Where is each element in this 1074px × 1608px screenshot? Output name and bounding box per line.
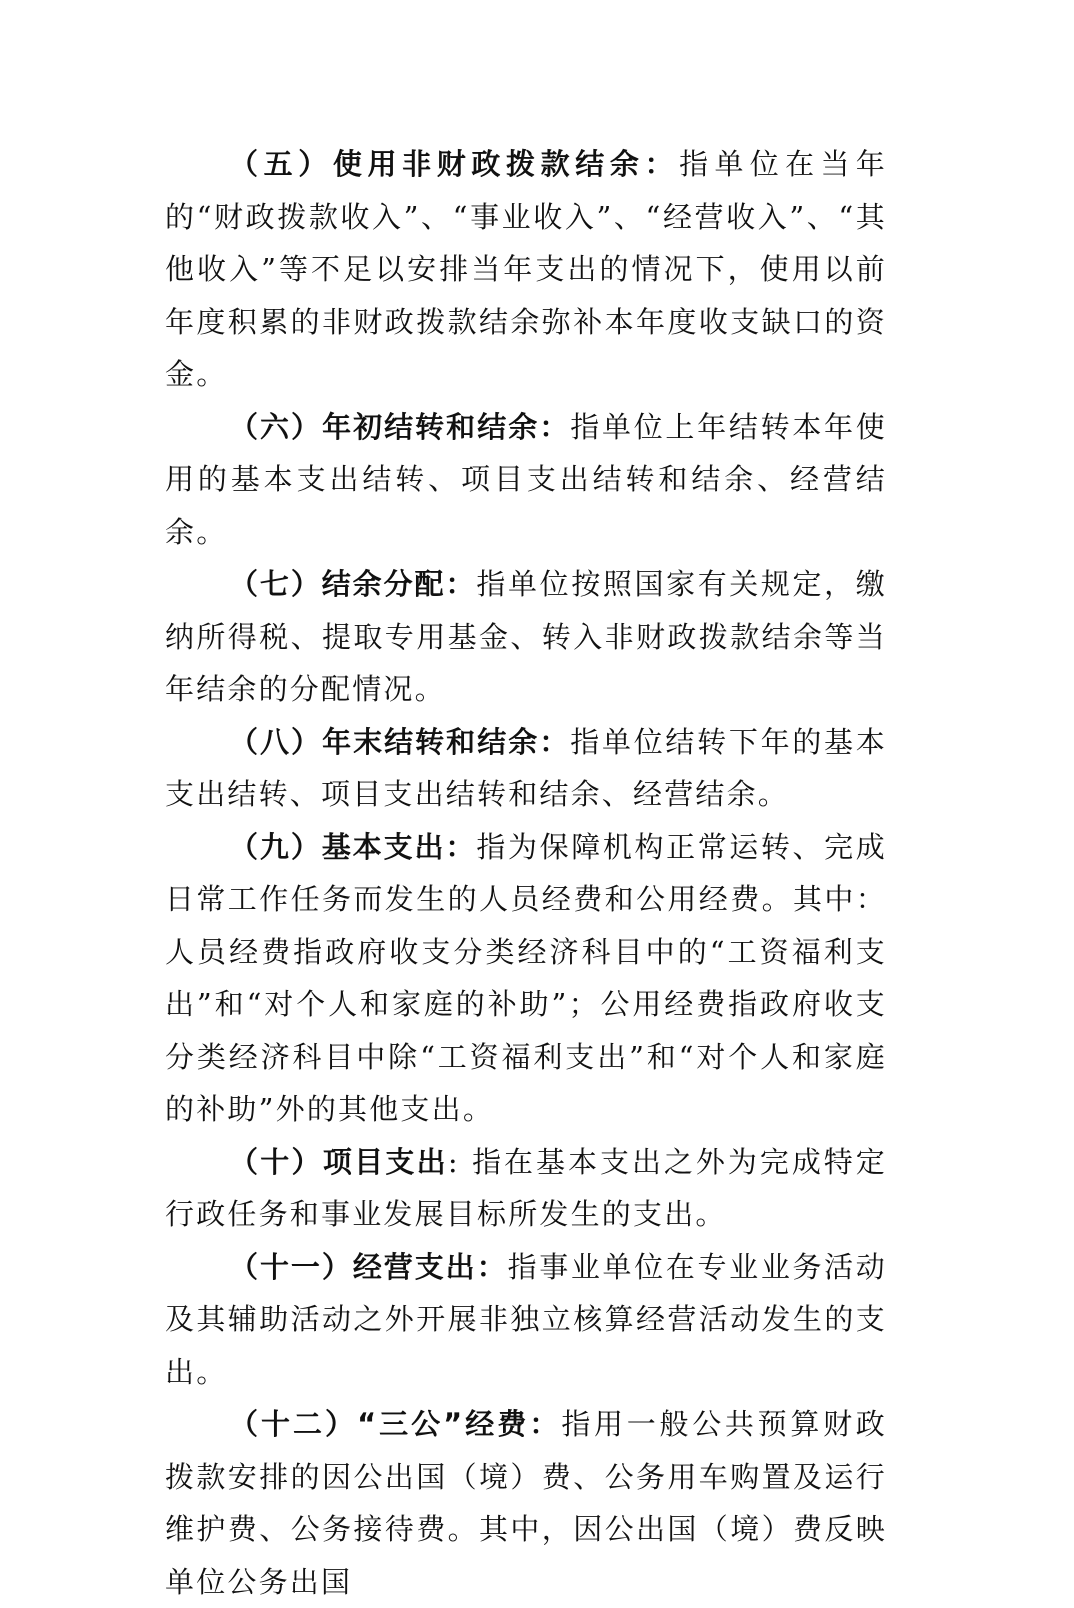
term-heading: （八）年末结转和结余： xyxy=(229,724,571,759)
term-definition: 指用一般公共预算财政拨款安排的因公出国（境）费、公务用车购置及运行维护费、公务接待费。其中，因公出国（境）费反映单位公务出国 xyxy=(165,1407,887,1599)
term-heading: （七）结余分配： xyxy=(229,567,477,601)
term-heading: （十一）经营支出： xyxy=(229,1249,508,1284)
term-definition: 指为保障机构正常运转、完成日常工作任务而发生的人员经费和公用经费。其中：人员经费指政府收支分类经济科目中的“工资福利支出”和“对个人和家庭的补助”；公用经费指政府收支分类经济科目中除“工资福利支出”和“对个人和家庭的补助”外的其他支出。 xyxy=(165,829,887,1126)
paragraph-7 xyxy=(165,558,887,716)
paragraph-8 xyxy=(165,716,887,821)
document-body xyxy=(165,138,887,1608)
term-heading: （十二）“三公”经费： xyxy=(229,1407,562,1441)
term-definition: 指单位结转下年的基本支出结转、项目支出结转和结余、经营结余。 xyxy=(165,724,887,811)
term-heading: （十）项目支出 xyxy=(229,1144,448,1179)
paragraph-10 xyxy=(165,1136,887,1241)
paragraph-6 xyxy=(165,401,887,559)
paragraph-9 xyxy=(165,821,887,1136)
paragraph-12 xyxy=(165,1398,887,1608)
paragraph-5 xyxy=(165,138,887,401)
term-heading: （九）基本支出： xyxy=(229,829,477,864)
term-definition: 指单位在当年的“财政拨款收入”、“事业收入”、“经营收入”、“其他收入”等不足以安排当年支出的情况下，使用以前年度积累的非财政拨款结余弥补本年度收支缺口的资金。 xyxy=(165,147,887,391)
term-definition: 指单位上年结转本年使用的基本支出结转、项目支出结转和结余、经营结余。 xyxy=(165,409,887,549)
term-definition: 指单位按照国家有关规定，缴纳所得税、提取专用基金、转入非财政拨款结余等当年结余的分配情况。 xyxy=(165,567,887,706)
paragraph-11 xyxy=(165,1241,887,1399)
term-heading: （五）使用非财政拨款结余： xyxy=(229,147,680,181)
term-heading: （六）年初结转和结余： xyxy=(229,409,571,444)
term-definition: 指事业单位在专业业务活动及其辅助活动之外开展非独立核算经营活动发生的支出。 xyxy=(165,1249,887,1389)
term-definition: : 指在基本支出之外为完成特定行政任务和事业发展目标所发生的支出。 xyxy=(165,1144,887,1231)
